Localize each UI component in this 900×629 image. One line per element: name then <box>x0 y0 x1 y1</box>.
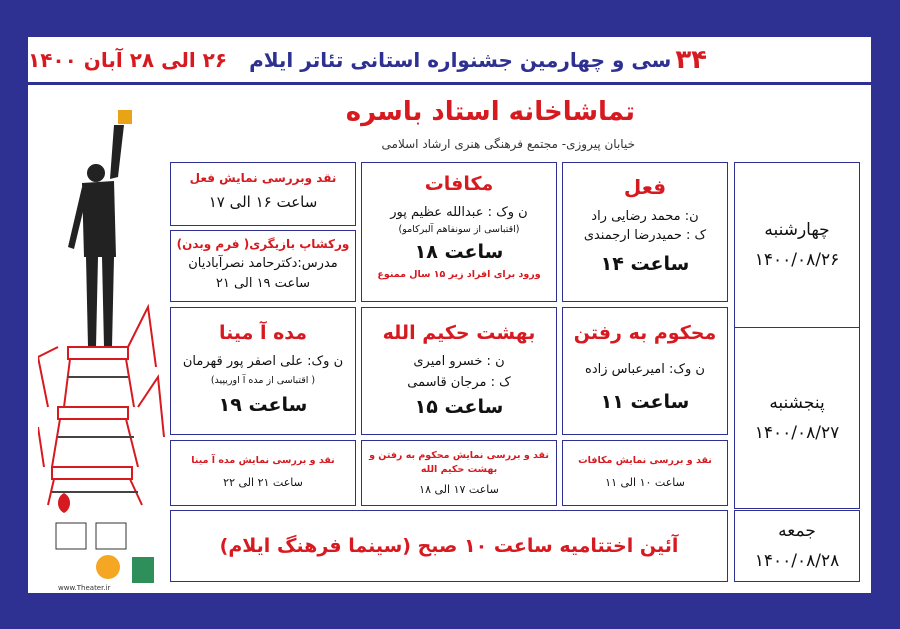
show-title: بهشت حکیم الله <box>382 322 536 344</box>
workshop-time: ساعت ۱۹ الی ۲۱ <box>215 276 311 291</box>
show-time: ساعت ۱۹ <box>218 394 308 416</box>
show-adaptation: ( اقتباسی از مده آ اوریپید) <box>210 375 316 386</box>
poster <box>28 37 871 593</box>
theater-site-logo-icon <box>132 557 154 583</box>
show-time: ساعت ۱۴ <box>600 253 690 275</box>
show-title: مکافات <box>424 173 494 195</box>
show-title: فعل <box>623 175 667 199</box>
workshop-teacher: مدرس:دکترحامد نصرآبادیان <box>188 256 338 271</box>
review-title: نقد و بررسی نمایش محکوم به رفتن و بهشت حکیم الله <box>369 450 549 475</box>
day-friday <box>734 510 860 582</box>
review-title: نقد و بررسی نمایش مده آ مینا <box>191 455 335 466</box>
sponsor-logo-icon <box>96 555 120 579</box>
show-fel <box>562 162 728 302</box>
day-name: پنجشنبه <box>769 393 825 413</box>
closing-ceremony <box>170 510 728 582</box>
day-name: چهارشنبه <box>764 220 830 240</box>
closing-text: آئین اختتامیه ساعت ۱۰ صبح (سینما فرهنگ ایلام) <box>219 535 679 557</box>
review-title: نقد وبررسی نمایش فعل <box>189 171 337 185</box>
show-time: ساعت ۱۱ <box>600 391 690 413</box>
day-name: جمعه <box>778 521 816 541</box>
venue-title: تماشاخانه استاد باسره <box>345 97 635 127</box>
show-writer: ن وک : عبدالله عظیم پور <box>390 205 528 220</box>
show-makafat <box>361 162 557 302</box>
show-adaptation: (اقتباسی از سونفاهم آلبرکامو) <box>398 224 520 235</box>
emblem-icon <box>58 493 70 513</box>
theater-logo-icon <box>96 523 126 549</box>
show-time: ساعت ۱۵ <box>414 396 504 418</box>
review-time: ساعت ۱۰ الی ۱۱ <box>605 476 685 489</box>
show-medea <box>170 307 356 435</box>
review-time: ساعت ۲۱ الی ۲۲ <box>223 476 303 489</box>
show-time: ساعت ۱۸ <box>414 241 504 263</box>
show-writer: ن : خسرو امیری <box>413 354 505 369</box>
review-fel <box>170 162 356 226</box>
footer-site: www.Theater.ir <box>58 584 111 592</box>
show-title: محکوم به رفتن <box>573 322 717 344</box>
show-writer: ن وک: امیرعباس زاده <box>585 362 705 377</box>
show-writer: ن: محمد رضایی راد <box>591 209 699 224</box>
review-makafat <box>562 440 728 506</box>
show-director: ک : مرجان قاسمی <box>407 375 511 390</box>
festival-dates: ۲۶ الی ۲۸ آبان ۱۴۰۰ <box>28 47 228 72</box>
day-thursday <box>734 327 860 509</box>
festival-title: سی و چهارمین جشنواره استانی تئاتر ایلام <box>249 47 672 72</box>
day-date: ۱۴۰۰/۰۸/۲۶ <box>754 250 840 270</box>
venue-address: خیابان پیروزی- مجتمع فرهنگی هنری ارشاد اسلامی <box>381 137 635 151</box>
review-medea <box>170 440 356 506</box>
festival-number: ۳۴ <box>675 44 708 75</box>
day-date: ۱۴۰۰/۰۸/۲۸ <box>754 551 840 571</box>
figure-on-chairs-illustration <box>38 107 168 507</box>
day-date: ۱۴۰۰/۰۸/۲۷ <box>754 423 840 443</box>
review-title: نقد و بررسی نمایش مکافات <box>578 455 712 466</box>
sponsor-logos <box>36 487 186 597</box>
festival-header <box>28 37 871 85</box>
show-age-note: ورود برای افراد زیر ۱۵ سال ممنوع <box>377 269 541 280</box>
show-mahkoom <box>562 307 728 435</box>
review-mahkoom-behesht <box>361 440 557 506</box>
show-writer: ن وک: علی اصفر پور قهرمان <box>182 354 344 369</box>
show-director: ک : حمیدرضا ارجمندی <box>583 228 707 243</box>
workshop <box>170 230 356 302</box>
workshop-title: ورکشاپ بازیگری( فرم وبدن) <box>176 237 350 251</box>
show-behesht <box>361 307 557 435</box>
show-title: مده آ مینا <box>218 322 308 344</box>
ministry-logo-icon <box>56 523 86 549</box>
logos-illustration <box>36 487 186 597</box>
review-time: ساعت ۱۶ الی ۱۷ <box>208 193 318 211</box>
day-wednesday <box>734 162 860 328</box>
review-time: ساعت ۱۷ الی ۱۸ <box>419 483 499 496</box>
trophy-icon <box>118 110 132 124</box>
